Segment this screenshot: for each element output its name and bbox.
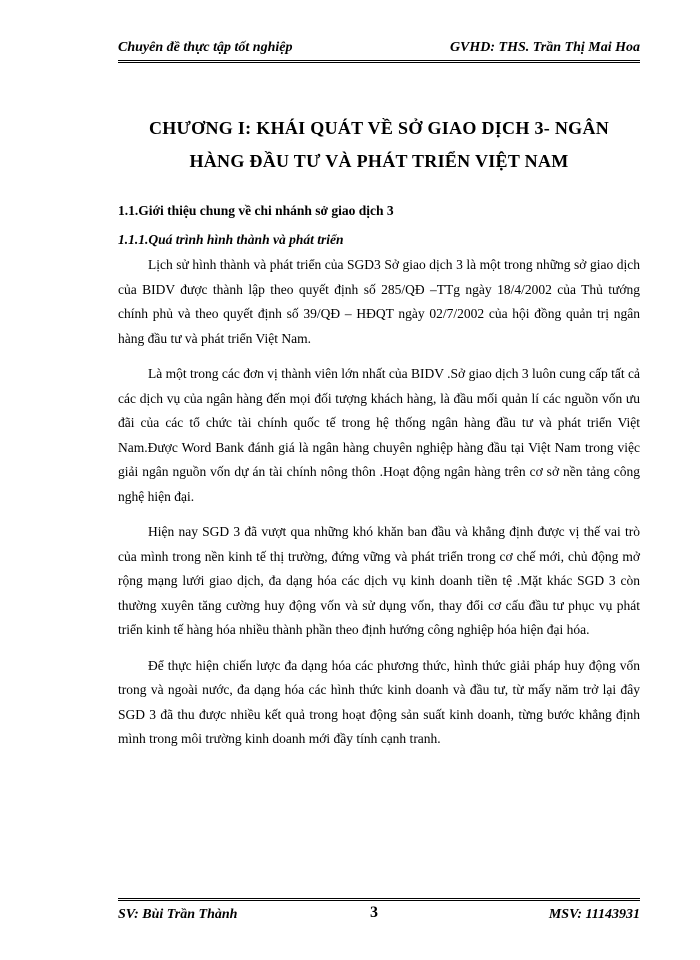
paragraph: Lịch sử hình thành và phát triển của SGD3 Sở giao dịch 3 là một trong những sở giao dịch của BIDV được thành lập theo quyết định số 285/QĐ –TTg ngày 18/4/2002 của Thủ tướng chính phủ và theo quyết định số 39/QĐ – HĐQT ngày 02/7/2002 của hội đồng quản trị ngân hàng đầu tư và phát triển Việt Nam. [118, 257, 640, 346]
body-text [118, 253, 640, 763]
chapter-title [118, 112, 640, 178]
page-footer [118, 898, 640, 923]
section-heading: 1.1.Giới thiệu chung về chi nhánh sở giao dịch 3 [118, 203, 394, 218]
footer-student-id: MSV: 11143931 [548, 907, 640, 922]
header-document-type: Chuyên đề thực tập tốt nghiệp [118, 40, 293, 55]
paragraph: Hiện nay SGD 3 đã vượt qua những khó khăn ban đầu và khẳng định được vị thế vai trò của mình trong nền kinh tế thị trường, đứng vững và phát triển trong cơ chế mới, chủ động mở rộng mạng lưới giao dịch, đa dạng hóa các dịch vụ kinh doanh tiền tệ .Mặt khác SGD 3 còn thường xuyên tăng cường huy động vốn và sử dụng vốn, thay đổi cơ cấu đầu tư phục vụ phát triển kinh tế hàng hóa nhiều thành phần theo định hướng công nghiệp hóa hiện đại hóa. [118, 524, 640, 637]
chapter-title-line-2: HÀNG ĐẦU TƯ VÀ PHÁT TRIỂN VIỆT NAM [189, 151, 569, 171]
page-number: 3 [370, 904, 378, 921]
header-supervisor: GVHD: THS. Trần Thị Mai Hoa [449, 40, 640, 55]
paragraph: Là một trong các đơn vị thành viên lớn nhất của BIDV .Sở giao dịch 3 luôn cung cấp tất cả các dịch vụ của ngân hàng đến mọi đối tượng khách hàng, là đầu mối quản lí các nguồn vốn ưu đãi của các tổ chức tài chính quốc tế trong hệ thống ngân hàng đầu tư và phát triển Việt Nam.Được Word Bank đánh giá là ngân hàng chuyên nghiệp hàng đầu tại Việt Nam trong việc giải ngân nguồn vốn dự án tài chính nông thôn .Hoạt động ngân hàng trên cơ sở nền tảng công nghệ hiện đại. [118, 366, 640, 504]
paragraph: Để thực hiện chiến lược đa dạng hóa các phương thức, hình thức giải pháp huy động vốn trong và ngoài nước, đa dạng hóa các hình thức kinh doanh và đầu tư, từ mấy năm trở lại đây SGD 3 đã thu được nhiều kết quả trong hoạt động sản suất kinh doanh, từng bước khẳng định mình trong môi trường kinh doanh mới đầy tính cạnh tranh. [118, 657, 640, 746]
chapter-title-line-1: CHƯƠNG I: KHÁI QUÁT VỀ SỞ GIAO DỊCH 3- NGÂN [148, 118, 610, 138]
footer-student-name: SV: Bùi Trần Thành [118, 907, 238, 922]
subsection-heading: 1.1.1.Quá trình hình thành và phát triển [118, 232, 344, 247]
page-header [118, 40, 640, 63]
